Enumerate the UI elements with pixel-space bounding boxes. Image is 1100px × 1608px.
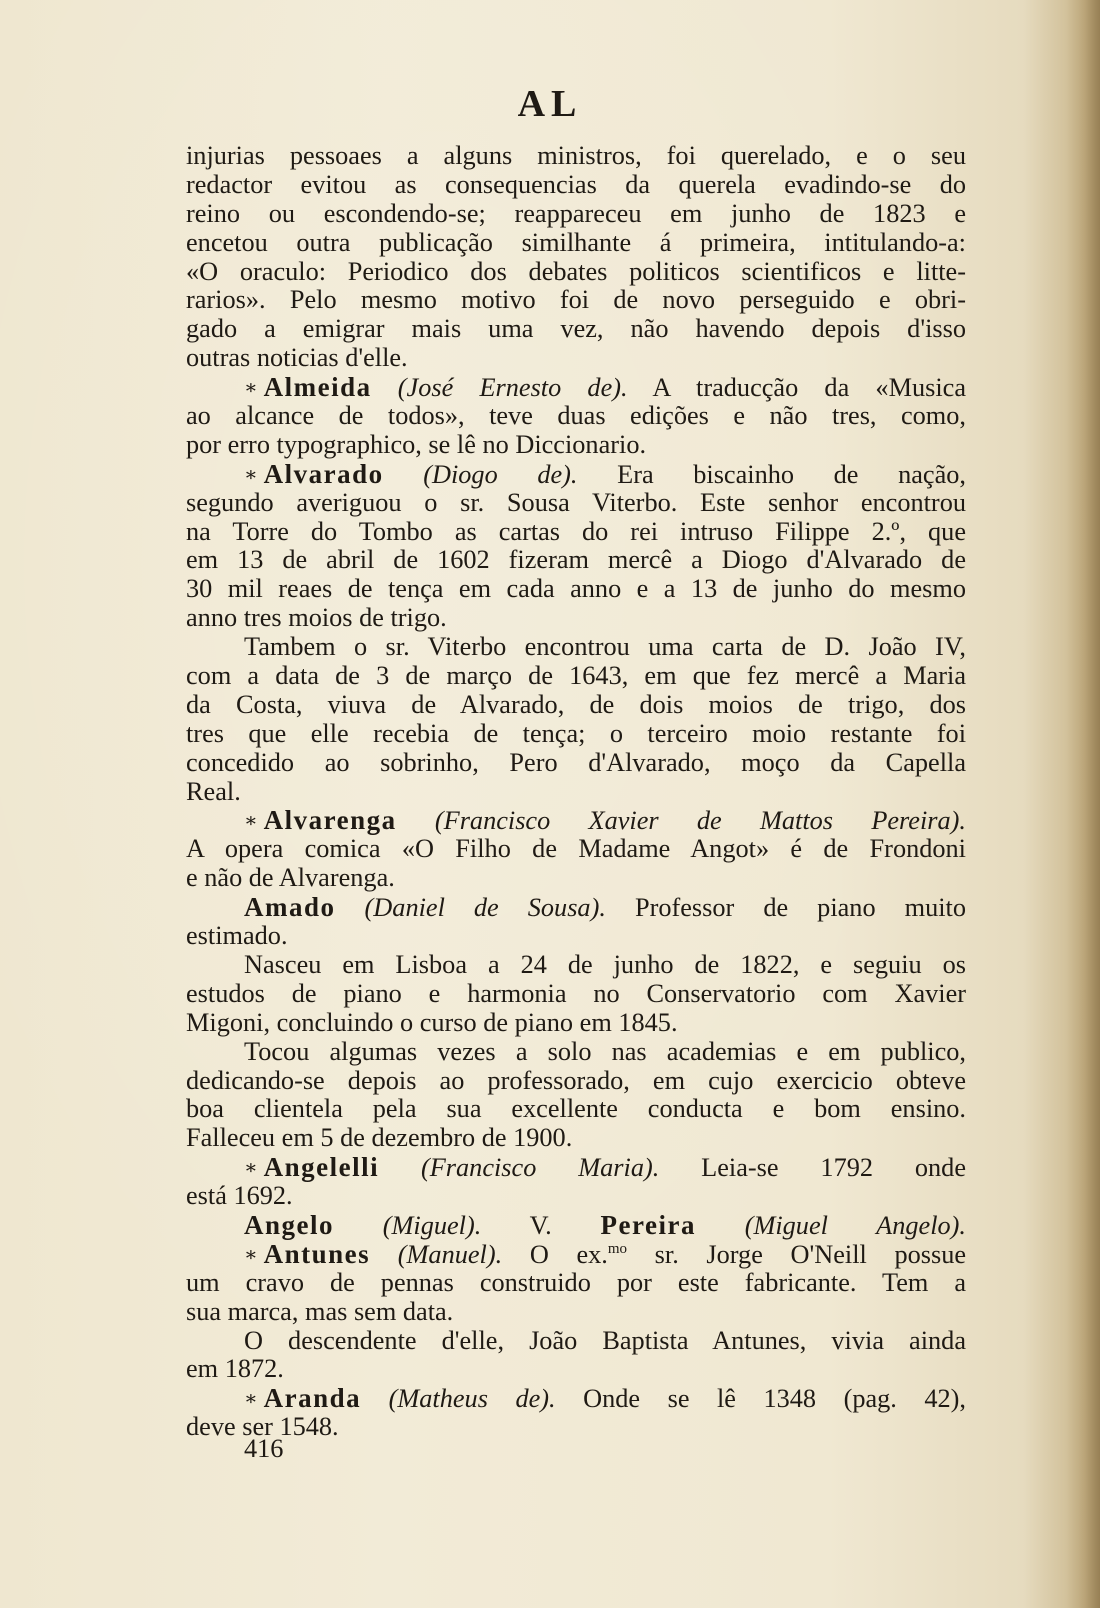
- text-line: segundo averiguou o sr. Sousa Viterbo. Este senhor encontrou: [186, 487, 966, 517]
- entry-almeida: [186, 373, 966, 402]
- text-line: gado a emigrar mais uma vez, não havendo depois d'isso: [186, 314, 966, 344]
- entry-name: (Manuel).: [397, 1239, 503, 1269]
- entry-headword: Amado: [244, 892, 336, 923]
- entry-headword: Aranda: [263, 1383, 362, 1414]
- text-line: estudos de piano e harmonia no Conservatorio com Xavier: [186, 978, 966, 1008]
- text-line: anno tres moios de trigo.: [186, 603, 447, 633]
- text-line: Falleceu em 5 de dezembro de 1900.: [186, 1123, 573, 1153]
- text-line: e não de Alvarenga.: [186, 863, 395, 893]
- text-line: encetou outra publicação similhante á primeira, intitulando-a:: [186, 227, 966, 257]
- text-line: 30 mil reaes de tença em cada anno e a 13 de junho do mesmo: [186, 574, 966, 604]
- text-line: «O oraculo: Periodico dos debates politicos scientificos e litte-: [186, 256, 966, 286]
- entry-headword: Alvarado: [263, 458, 384, 489]
- text-line: dedicando-se depois ao professorado, em cujo exercicio obteve: [186, 1065, 966, 1095]
- entry-name: (Daniel de Sousa).: [364, 893, 606, 923]
- entry-angelelli: [186, 1153, 966, 1182]
- entry-amado: [186, 893, 966, 922]
- text-line: por erro typographico, se lê no Diccionario.: [186, 429, 647, 459]
- text-line: Migoni, concluindo o curso de piano em 1845.: [186, 1007, 678, 1037]
- running-head: AL: [517, 83, 583, 125]
- text-line: A opera comica «O Filho de Madame Angot» é de Frondoni: [186, 834, 966, 864]
- text-line: da Costa, viuva de Alvarado, de dois moios de trigo, dos: [186, 689, 966, 719]
- text-line: O descendente d'elle, João Baptista Antunes, vivia ainda: [244, 1325, 966, 1355]
- text-line: sua marca, mas sem data.: [186, 1296, 454, 1326]
- entry-text: Professor de piano muito: [634, 893, 966, 923]
- superscript: mo: [607, 1240, 628, 1257]
- entry-text: Era biscainho de nação,: [617, 459, 966, 489]
- text-line: Real.: [186, 776, 241, 806]
- text-line: está 1692.: [186, 1181, 293, 1211]
- page-edge-shadow: [1066, 0, 1100, 1608]
- text-line: com a data de 3 de março de 1643, em que fez mercê a Maria: [186, 661, 966, 691]
- text-line: Tocou algumas vezes a solo nas academias e em publico,: [244, 1036, 966, 1066]
- text-line: um cravo de pennas construido por este fabricante. Tem a: [186, 1267, 966, 1297]
- entry-name: (Matheus de).: [388, 1384, 556, 1414]
- asterisk-mark: ∗: [244, 1243, 258, 1266]
- text-line: Tambem o sr. Viterbo encontrou uma carta de D. João IV,: [244, 632, 966, 662]
- entry-headword: Antunes: [263, 1238, 371, 1269]
- text-line: estimado.: [186, 921, 288, 951]
- entry-name: (Miguel).: [382, 1210, 482, 1240]
- entry-alvarenga: [186, 806, 966, 835]
- text-line: em 1872.: [186, 1354, 284, 1384]
- entry-name: (Francisco Maria).: [420, 1153, 660, 1183]
- entry-headword: Alvarenga: [263, 805, 397, 836]
- text-line: outras noticias d'elle.: [186, 343, 408, 373]
- asterisk-mark: ∗: [244, 377, 258, 400]
- text-line: Nasceu em Lisboa a 24 de junho de 1822, e seguiu os: [244, 949, 966, 979]
- entry-headword: Pereira: [600, 1209, 696, 1240]
- entry-name: (Miguel Angelo).: [744, 1210, 967, 1240]
- entry-text: O ex.: [529, 1239, 608, 1269]
- text-line: redactor evitou as consequencias da querela evadindo-se do: [186, 169, 966, 199]
- text-line: rarios». Pelo mesmo motivo foi de novo perseguido e obri-: [186, 285, 966, 315]
- text-line: deve ser 1548.: [186, 1412, 339, 1442]
- page-number: 416: [244, 1434, 284, 1463]
- entry-text: Onde se lê 1348 (pag. 42),: [583, 1384, 967, 1414]
- text-line: em 13 de abril de 1602 fizeram mercê a Diogo d'Alvarado de: [186, 545, 966, 575]
- text-line: boa clientela pela sua excellente conducta e bom ensino.: [186, 1094, 966, 1124]
- text-line: reino ou escondendo-se; reappareceu em junho de 1823 e: [186, 198, 966, 228]
- text-line: ao alcance de todos», teve duas edições e não tres, como,: [186, 401, 966, 431]
- entry-angelo: [186, 1211, 966, 1240]
- body-text: [186, 142, 966, 1442]
- entry-alvarado: [186, 460, 966, 489]
- entry-text: Leia-se 1792 onde: [701, 1153, 966, 1183]
- entry-headword: Angelo: [244, 1209, 334, 1240]
- text-line: concedido ao sobrinho, Pero d'Alvarado, moço da Capella: [186, 747, 966, 777]
- asterisk-mark: ∗: [244, 810, 258, 833]
- entry-crossref: V.: [529, 1210, 552, 1240]
- asterisk-mark: ∗: [244, 1157, 258, 1180]
- entry-name: (Diogo de).: [423, 459, 578, 489]
- asterisk-mark: ∗: [244, 463, 258, 486]
- entry-text: A traducção da «Musica: [652, 373, 966, 403]
- text-line: tres que elle recebia de tença; o terceiro moio restante foi: [186, 718, 966, 748]
- entry-antunes: [186, 1240, 966, 1269]
- entry-aranda: [186, 1384, 966, 1413]
- entry-text: sr. Jorge O'Neill possue: [654, 1239, 967, 1269]
- text-line: na Torre do Tombo as cartas do rei intruso Filippe 2.º, que: [186, 516, 966, 546]
- asterisk-mark: ∗: [244, 1388, 258, 1411]
- entry-name: (José Ernesto de).: [397, 373, 628, 403]
- text-line: injurias pessoaes a alguns ministros, foi querelado, e o seu: [186, 141, 966, 170]
- entry-headword: Angelelli: [263, 1152, 380, 1183]
- entry-name: (Francisco Xavier de Mattos Pereira).: [434, 806, 967, 836]
- entry-headword: Almeida: [263, 372, 372, 403]
